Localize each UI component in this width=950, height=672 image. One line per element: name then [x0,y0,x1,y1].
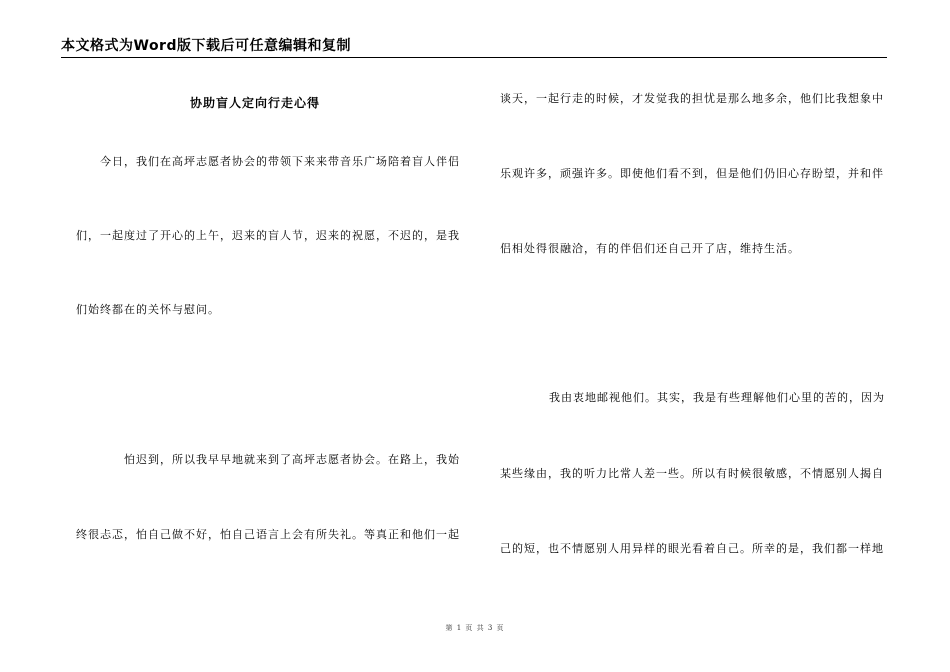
header-title: 本文格式为Word版下载后可任意编辑和复制 [61,38,351,54]
paragraph-line: 终很忐忑，怕自己做不好，怕自己语言上会有所失礼。等真正和他们一起 [76,528,460,541]
paragraph-line: 己的短，也不情愿别人用异样的眼光看着自己。所幸的是，我们都一样地 [500,542,884,555]
paragraph-line: 某些缘由，我的听力比常人差一些。所以有时候很敏感，不情愿别人揭自 [500,467,884,480]
paragraph-line: 们，一起度过了开心的上午，迟来的盲人节，迟来的祝愿，不迟的，是我 [76,229,460,242]
paragraph-line: 今日，我们在高坪志愿者协会的带领下来来带音乐广场陪着盲人伴侣 [100,155,460,168]
paragraph-line: 怕迟到，所以我早早地就来到了高坪志愿者协会。在路上，我始 [124,453,460,466]
paragraph-line: 们始终都在的关怀与慰问。 [76,303,220,316]
paragraph-line: 侣相处得很融洽，有的伴侣们还自己开了店，维持生活。 [500,242,800,255]
page-number-footer: 第 1 页 共 3 页 [445,624,505,632]
paragraph-line: 乐观许多，顽强许多。即使他们看不到，但是他们仍旧心存盼望，并和伴 [500,167,884,180]
document-title: 协助盲人定向行走心得 [190,96,321,110]
paragraph-line: 我由衷地邮视他们。其实，我是有些理解他们心里的苦的，因为 [549,391,885,404]
paragraph-line: 谈天，一起行走的时候，才发觉我的担忧是那么地多余，他们比我想象中 [500,92,884,105]
document-header [61,33,887,58]
